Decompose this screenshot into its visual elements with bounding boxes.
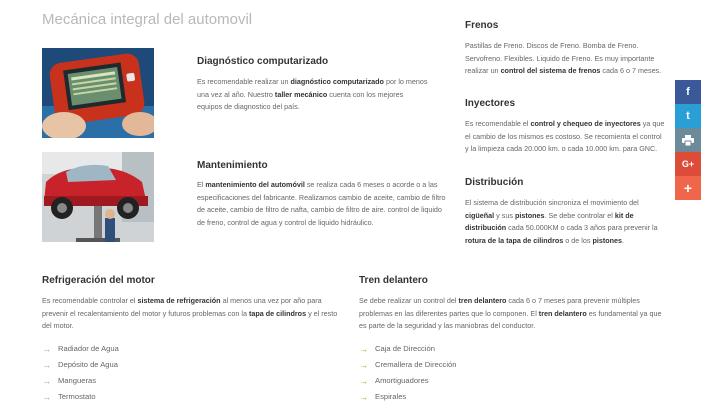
arrow-right-icon: → [42, 391, 51, 402]
googleplus-icon: G+ [681, 159, 695, 169]
diagnostic-scanner-image [42, 48, 154, 138]
inyectores-text: Es recomendable el control y chequeo de inyectores ya que el cambio de los mismos es costoso. Se recomienta el control y la limpieza cada 20.000 km. o cada 10.000 km. para GNC. [465, 119, 665, 153]
list-item: → Mangueras [42, 373, 342, 389]
arrow-right-icon: → [359, 359, 368, 370]
list-item: → Espirales [359, 389, 664, 405]
more-share-button[interactable] [675, 176, 701, 200]
twitter-share-button[interactable] [675, 104, 701, 128]
tren-list [359, 341, 664, 405]
inyectores-title: Inyectores [465, 98, 516, 109]
arrow-right-icon: → [359, 375, 368, 386]
list-item: → Amortiguadores [359, 373, 664, 389]
arrow-right-icon: → [42, 359, 51, 370]
list-item: → Depósito de Agua [42, 357, 342, 373]
printer-icon [682, 135, 694, 146]
refrigeracion-text: Es recomendable controlar el sistema de refrigeración al menos una vez por año para prevenir el recalentamiento del motor y futuros problemas con la tapa de cilindros y el resto del motor. [42, 296, 338, 330]
arrow-right-icon: → [359, 391, 368, 402]
car-lift-image [42, 152, 154, 242]
print-button[interactable] [675, 128, 701, 152]
refrigeracion-list [42, 341, 342, 405]
refrigeracion-title: Refrigeración del motor [42, 275, 155, 286]
page-title: Mecánica integral del automovil [42, 11, 253, 28]
twitter-icon: t [686, 110, 690, 122]
mantenimiento-title: Mantenimiento [197, 160, 268, 171]
facebook-share-button[interactable] [675, 80, 701, 104]
frenos-title: Frenos [465, 20, 499, 31]
distribucion-title: Distribución [465, 177, 524, 188]
mantenimiento-text: El mantenimiento del automóvil se realiza cada 6 meses o acorde o a las especificaciones del fabricante. Realizamos cambio de aceite, cambio de filtro de aceite, cambio de filtro de nafta, cambio de filtro de aire. control de liquido de freno, control de agua y control de liquido hidráulico. [197, 180, 446, 227]
tren-text: Se debe realizar un control del tren delantero cada 6 o 7 meses para prevenir múltiples problemas en las diferentes partes que lo componen. El tren delantero es fundamental ya que es parte de la seguridad y las maniobras del conductor. [359, 296, 662, 330]
list-item: → Radiador de Agua [42, 341, 342, 357]
arrow-right-icon: → [42, 343, 51, 354]
list-item: → Cremallera de Dirección [359, 357, 664, 373]
diagnostico-title: Diagnóstico computarizado [197, 56, 329, 67]
list-item: → Termostato [42, 389, 342, 405]
plus-icon: + [683, 180, 693, 196]
googleplus-share-button[interactable] [675, 152, 701, 176]
distribucion-text: El sistema de distribución sincroniza el movimiento del cigüeñal y sus pistones. Se debe controlar el kit de distribución cada 50.000KM o cada 3 años para prevenir la rotura de la tapa de cilindros o de los pistones. [465, 198, 658, 245]
list-item: → Caja de Dirección [359, 341, 664, 357]
frenos-text: Pastillas de Freno. Discos de Freno. Bomba de Freno. Servofreno. Flexibles. Liquido de Freno. Es muy importante realizar un control del sistema de frenos cada 6 o 7 meses. [465, 41, 662, 75]
arrow-right-icon: → [42, 375, 51, 386]
facebook-icon: f [686, 86, 690, 98]
diagnostico-text: Es recomendable realizar un diagnóstico computarizado por lo menos una vez al año. Nuestro taller mecánico cuenta con los mejores equipos de diagnostico del país. [197, 77, 428, 111]
tren-title: Tren delantero [359, 275, 428, 286]
arrow-right-icon: → [359, 343, 368, 354]
